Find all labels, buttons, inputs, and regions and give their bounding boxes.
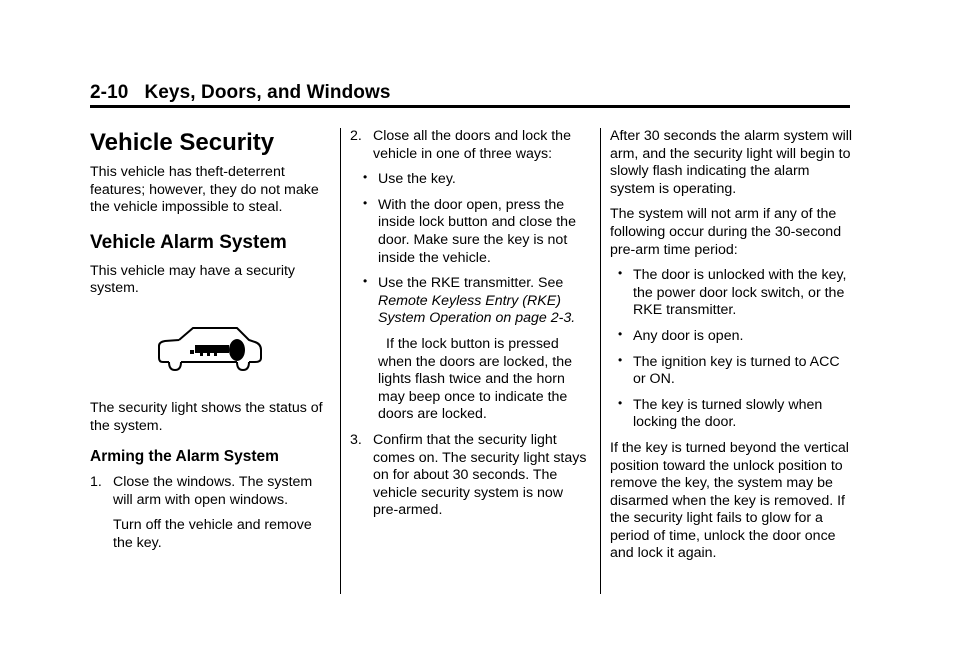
step-number: 3. xyxy=(350,431,362,448)
bullet-icon: • xyxy=(618,395,623,410)
bullet-icon: • xyxy=(363,274,368,289)
cross-reference-link[interactable]: Remote Keyless Entry (RKE) System Operation on page 2-3. xyxy=(378,292,576,327)
bullet-icon: • xyxy=(618,326,623,341)
disarm-paragraph: If the key is turned beyond the vertical position toward the unlock position to remove the key, the system may be disarmed when the key is removed. If the security light fails to glow for a period of time, unlock the door once and lock it again. xyxy=(610,439,849,562)
step-text: Confirm that the security light comes on. The security light stays on for about 30 seconds. The vehicle security system is now pre-armed. xyxy=(373,431,587,519)
intro-paragraph: This vehicle has theft-deterrent features; however, they do not make the vehicle impossible to steal. xyxy=(90,164,319,216)
step-1 xyxy=(90,474,330,509)
section-title: Keys, Doors, and Windows xyxy=(144,82,391,103)
column-divider-2 xyxy=(600,128,601,594)
alarm-intro-paragraph: This vehicle may have a security system. xyxy=(90,262,296,297)
page-number: 2-10 xyxy=(90,82,129,103)
section-heading: Vehicle Alarm System xyxy=(90,231,287,253)
column-2 xyxy=(350,128,592,528)
list-item: • The key is turned slowly when locking the door. xyxy=(618,395,823,431)
not-arm-paragraph: The system will not arm if any of the following occur during the 30-second pre-arm time period: xyxy=(610,206,842,258)
security-light-icon xyxy=(157,324,263,374)
list-item: • The ignition key is turned to ACC or ON. xyxy=(618,352,840,388)
step-3 xyxy=(350,432,592,520)
running-head xyxy=(90,82,850,104)
light-status-paragraph: The security light shows the status of the system. xyxy=(90,399,323,434)
list-item: • The door is unlocked with the key, the power door lock switch, or the RKE transmitter. xyxy=(618,266,847,319)
subsection-heading: Arming the Alarm System xyxy=(90,448,279,466)
column-3 xyxy=(610,128,854,571)
step-text: Close all the doors and lock the vehicle in one of three ways: xyxy=(373,128,571,162)
bullet-icon: • xyxy=(363,170,368,185)
column-1 xyxy=(90,128,330,561)
bullet-icon: • xyxy=(363,195,368,210)
lock-note-paragraph: If the lock button is pressed when the doors are locked, the lights flash twice and the horn may beep once to indicate the doors are locked. xyxy=(378,335,573,423)
list-item: • Use the key. xyxy=(363,170,456,188)
arm-paragraph: After 30 seconds the alarm system will arm, and the security light will begin to slowly flash indicating the alarm system is operating. xyxy=(610,128,853,197)
column-divider-1 xyxy=(340,128,341,594)
header-rule xyxy=(90,105,850,108)
page-header xyxy=(90,82,850,104)
step-2 xyxy=(350,128,592,163)
list-item: • Use the RKE transmitter. See Remote Keyless Entry (RKE) System Operation on page 2-3. xyxy=(363,274,576,327)
list-item: • With the door open, press the inside lock button and close the door. Make sure the key is not inside the vehicle. xyxy=(363,195,576,266)
step-text: Close the windows. The system will arm with open windows. xyxy=(113,474,313,508)
page-title: Vehicle Security xyxy=(90,129,275,156)
list-item: • Any door is open. xyxy=(618,326,744,344)
bullet-icon: • xyxy=(618,266,623,281)
step-number: 1. xyxy=(90,474,102,491)
bullet-icon: • xyxy=(618,352,623,367)
step-1-subparagraph: Turn off the vehicle and remove the key. xyxy=(113,517,312,551)
step-number: 2. xyxy=(350,128,362,144)
security-light-icon-container xyxy=(90,306,330,392)
